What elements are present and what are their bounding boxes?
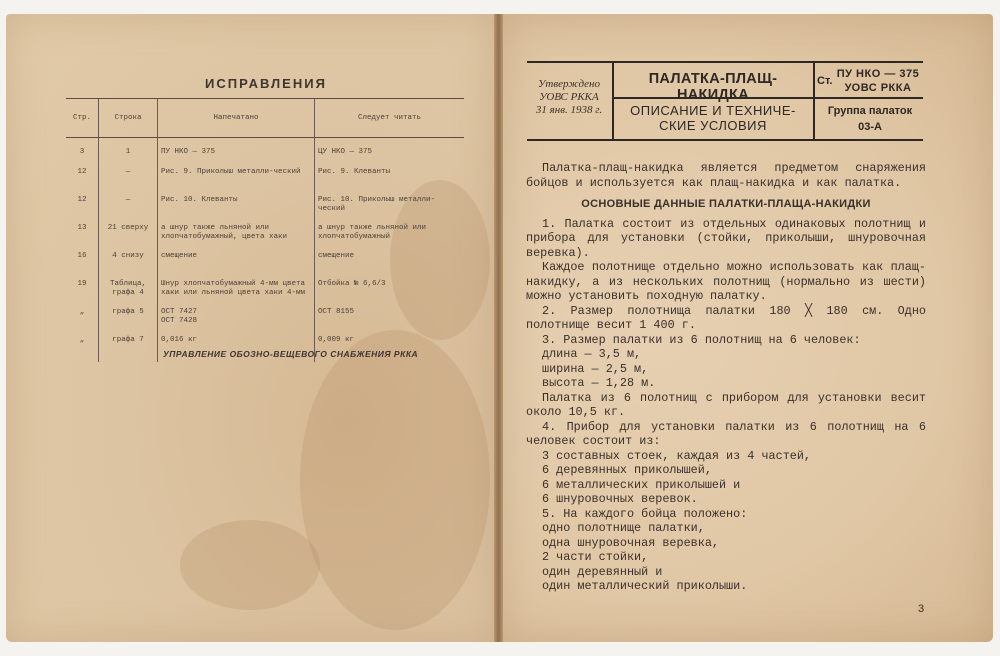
section-heading: ОСНОВНЫЕ ДАННЫЕ ПАЛАТКИ-ПЛАЩА-НАКИДКИ (581, 198, 871, 210)
cell-line: — (99, 166, 158, 194)
paper-stain (180, 520, 320, 610)
cell-should-read: а шнур также льняной или хлопчатобумажный (315, 222, 465, 250)
table-row (66, 278, 464, 306)
cell-should-read: Рис. 10. Приколыш металли-ческий (315, 194, 465, 222)
paragraph-1: 1. Палатка состоит из отдельных одинаковых полотнищ и прибора для установки (стойки, приколыши, шнуровочная веревка). (526, 216, 926, 260)
cell-page: „ (79, 308, 85, 316)
document-subtitle (615, 103, 811, 133)
approved-label: Утверждено (538, 78, 600, 90)
spec-header-block (527, 61, 923, 141)
list-item: высота — 1,28 м. (542, 376, 656, 390)
cell-line: — (99, 194, 158, 222)
subtitle-line: ОПИСАНИЕ И ТЕХНИЧЕ- (630, 103, 796, 118)
cell-line: Таблица, графа 4 (99, 278, 158, 306)
document-title: ПАЛАТКА-ПЛАЩ-НАКИДКА (648, 71, 778, 103)
cell-line: 4 снизу (99, 250, 158, 278)
paragraph-3b: Палатка из 6 полотнищ с прибором для установки весит около 10,5 кг. (526, 390, 926, 419)
cell-should-read: ОСТ 8155 (315, 306, 465, 334)
cell-should-read: смещение (315, 250, 465, 278)
cell-printed: Рис. 10. Клеванты (158, 194, 315, 222)
table-row (66, 222, 464, 250)
list-item: 6 металлических приколышей и (542, 477, 741, 492)
list-item: одна шнуровочная веревка, (542, 535, 719, 550)
cell-page: 12 (77, 196, 87, 204)
list-item: 3 составных стоек, каждая из 4 частей, (542, 448, 812, 463)
table-row (66, 166, 464, 194)
intro-paragraph: Палатка-плащ-накидка является предметом снаряжения бойцов и используется как плащ-накидка и как палатка. (526, 161, 926, 190)
table-row (66, 306, 464, 334)
cell-page: 13 (77, 224, 87, 232)
group-code: 03-А (858, 121, 882, 133)
list-item: один металлический приколыши. (542, 579, 748, 593)
paragraph-3: 3. Размер палатки из 6 полотнищ на 6 человек: (542, 332, 861, 347)
cell-page: 3 (79, 148, 85, 156)
paper-stain (300, 330, 490, 630)
list-item: длина — 3,5 м, (542, 347, 642, 361)
table-row (66, 138, 464, 167)
table-row (66, 250, 464, 278)
page-number: 3 (918, 603, 925, 615)
approved-by: УОВС РККА (539, 91, 599, 103)
list-item: 6 шнуровочных веревок. (542, 492, 698, 506)
list-item: ширина — 2,5 м, (542, 361, 649, 376)
spec-body (526, 161, 926, 594)
paragraph-1b: Каждое полотнище отдельно можно использовать как плащ-накидку, а из нескольких полотнищ (нормально из шести) можно установить походную палатку. (526, 260, 926, 303)
list-item: одно полотнище палатки, (542, 521, 705, 535)
list-item: 6 деревянных приколышей, (542, 463, 712, 477)
subtitle-line: СКИЕ УСЛОВИЯ (659, 118, 767, 133)
paragraph-5: 5. На каждого бойца положено: (542, 506, 748, 521)
cell-printed: ОСТ 7427 ОСТ 7428 (158, 306, 315, 334)
approval-stamp (527, 78, 611, 117)
publisher-footer: УПРАВЛЕНИЕ ОБОЗНО-ВЕЩЕВОГО СНАБЖЕНИЯ РККА (163, 349, 419, 359)
cell-page: 12 (77, 168, 87, 176)
col-header-line: Строка (99, 99, 158, 138)
cell-line: графа 7 (99, 334, 158, 362)
cell-line: 21 сверху (99, 222, 158, 250)
col-header-page: Стр. (66, 99, 99, 138)
list-item: 2 части стойки, (542, 550, 649, 564)
book-gutter (494, 14, 503, 642)
cell-printed: ПУ НКО — 375 (158, 138, 315, 167)
corrections-table (66, 98, 464, 362)
tent-group (817, 103, 923, 135)
cell-printed: Рис. 9. Приколыш металли-ческий (158, 166, 315, 194)
cell-printed: смещение (158, 250, 315, 278)
standard-prefix: Ст. (817, 75, 833, 87)
paragraph-2: 2. Размер полотнища палатки 180 ╳ 180 см. Одно полотнище весит 1 400 г. (526, 303, 926, 332)
corrections-title: ИСПРАВЛЕНИЯ (205, 76, 327, 91)
cell-page: „ (79, 336, 85, 344)
standard-code (833, 67, 923, 95)
cell-should-read: Рис. 9. Клеванты (315, 166, 465, 194)
cell-printed: 0,016 кг (158, 334, 315, 362)
cell-printed: а шнур также льняной или хлопчатобумажный, цвета хаки (158, 222, 315, 250)
table-row (66, 194, 464, 222)
list-item: один деревянный и (542, 564, 663, 579)
standard-line: ПУ НКО — 375 (836, 68, 920, 80)
cell-should-read: ЦУ НКО — 375 (315, 138, 465, 167)
cell-page: 19 (77, 280, 87, 288)
cell-printed: Шнур хлопчатобумажный 4-мм цвета хаки или льняной цвета хаки 4-мм (158, 278, 315, 306)
standard-line: УОВС РККА (844, 82, 912, 94)
cell-line: 1 (99, 138, 158, 167)
cell-should-read: Отбойка № 6,6/3 (315, 278, 465, 306)
cell-page: 16 (77, 252, 87, 260)
group-label: Группа палаток (827, 105, 913, 117)
col-header-should-read: Следует читать (315, 99, 465, 138)
cell-line: графа 5 (99, 306, 158, 334)
col-header-printed: Напечатано (158, 99, 315, 138)
cell-should-read: 0,009 кг (315, 334, 465, 362)
paragraph-4: 4. Прибор для установки палатки из 6 полотнищ на 6 человек состоит из: (526, 419, 926, 448)
approved-date: 31 янв. 1938 г. (535, 104, 603, 116)
